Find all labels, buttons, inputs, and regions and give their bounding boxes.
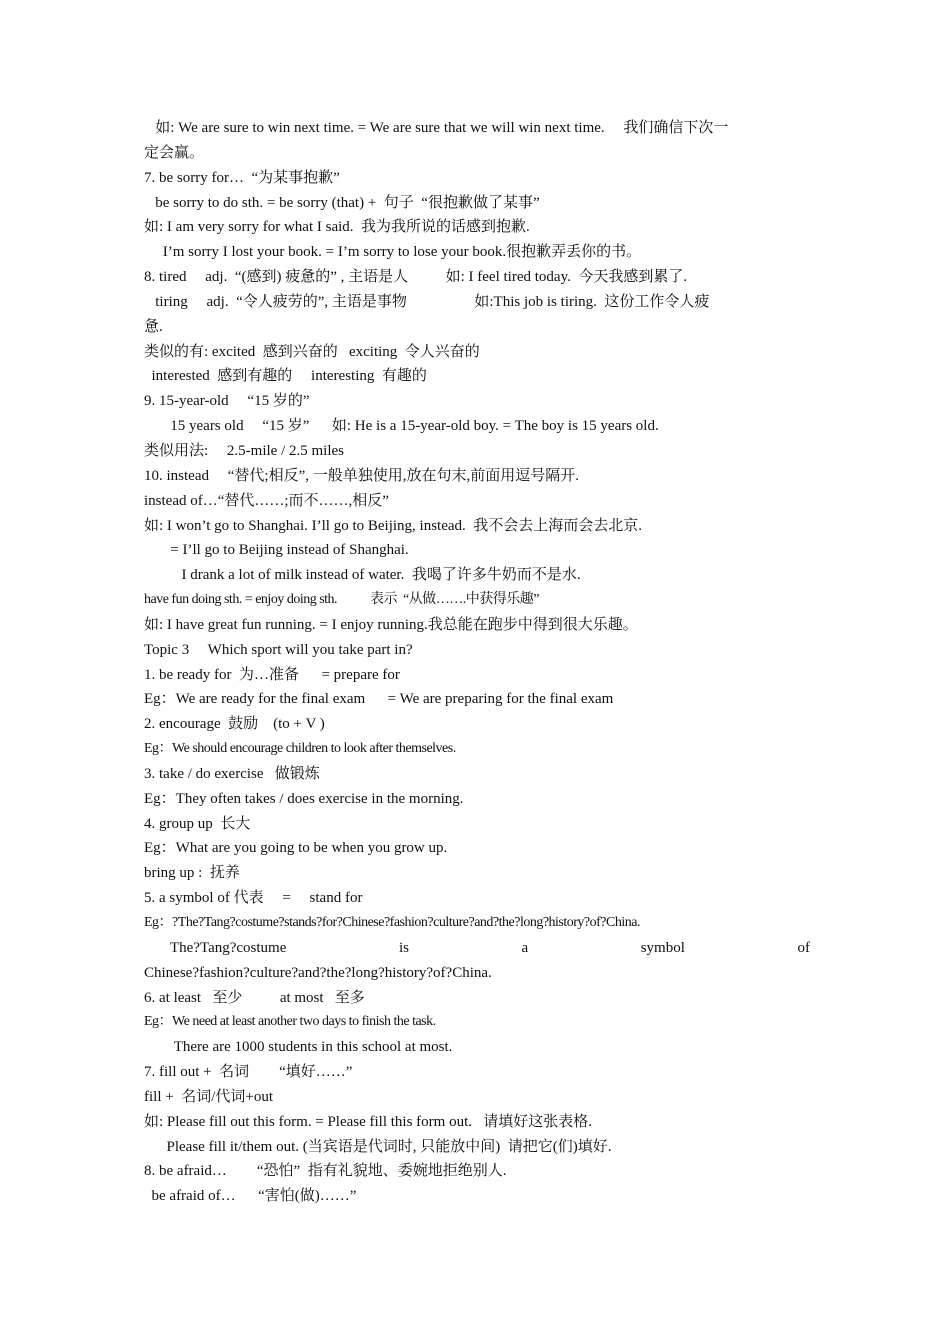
text-line: 定会赢。	[144, 144, 205, 161]
text-line: 5. a symbol of 代表 = stand for	[144, 890, 363, 907]
text-line: be sorry to do sth. = be sorry (that) + 句子 “很抱歉做了某事”	[144, 194, 540, 211]
text-line: 如: I have great fun running. = I enjoy running.我总能在跑步中得到很大乐趣。	[144, 616, 638, 633]
text-line: 如: We are sure to win next time. = We are sure that we will win next time. 我们确信下次一	[144, 120, 729, 136]
text-line: 如: I am very sorry for what I said. 我为我所说的话感到抱歉.	[144, 219, 530, 236]
word: is	[398, 939, 409, 956]
text-line: Eg：We need at least another two days to finish the task.	[144, 1014, 436, 1030]
text-line: 类似的有: excited 感到兴奋的 exciting 令人兴奋的	[144, 343, 480, 360]
text-line: 4. group up 长大	[144, 815, 251, 832]
text-line: instead of…“替代……;而不……,相反”	[144, 492, 389, 509]
text-line: 10. instead “替代;相反”, 一般单独使用,放在句末,前面用逗号隔开.	[144, 467, 579, 484]
text-line: have fun doing sth. = enjoy doing sth. 表示 “从做…….中获得乐趣”	[144, 592, 539, 608]
text-line: 类似用法: 2.5-mile / 2.5 miles	[144, 442, 344, 459]
text-line: 惫.	[144, 318, 163, 335]
text-line: Eg：We are ready for the final exam = We are preparing for the final exam	[144, 691, 614, 708]
text-line: 如: I won’t go to Shanghai. I’ll go to Beijing, instead. 我不会去上海而会去北京.	[144, 517, 643, 534]
text-line: Please fill it/them out. (当宾语是代词时, 只能放中间) 请把它(们)填好.	[144, 1138, 612, 1155]
text-line: 8. tired adj. “(感到) 疲惫的” , 主语是人 如: I feel tired today. 今天我感到累了.	[144, 269, 688, 286]
text-line: Eg：What are you going to be when you grow up.	[144, 840, 448, 857]
word: of	[797, 939, 810, 956]
text-line: 9. 15-year-old “15 岁的”	[144, 393, 310, 410]
text-line: 7. be sorry for… “为某事抱歉”	[144, 169, 340, 186]
text-line: = I’ll go to Beijing instead of Shanghai.	[144, 542, 409, 559]
text-line: Eg：?The?Tang?costume?stands?for?Chinese?fashion?culture?and?the?long?history?of?China.	[144, 915, 640, 930]
text-line: Chinese?fashion?culture?and?the?long?history?of?China.	[144, 964, 492, 981]
text-line: I’m sorry I lost your book. = I’m sorry to lose your book.很抱歉弄丢你的书。	[144, 244, 642, 261]
text-line: bring up : 抚养	[144, 865, 240, 882]
text-line: 3. take / do exercise 做锻炼	[144, 765, 320, 782]
text-line: 6. at least 至少 at most 至多	[144, 989, 365, 1006]
text-line: There are 1000 students in this school at most.	[144, 1039, 453, 1056]
text-line: 8. be afraid… “恐怕” 指有礼貌地、委婉地拒绝别人.	[144, 1163, 507, 1180]
text-line: tiring adj. “令人疲劳的”, 主语是事物 如:This job is tiring. 这份工作令人疲	[144, 293, 710, 310]
section-heading: Topic 3 Which sport will you take part in?	[144, 641, 413, 658]
text-line: fill + 名词/代词+out	[144, 1088, 274, 1105]
text-line: 2. encourage 鼓励 (to + V )	[144, 716, 325, 733]
document-page	[144, 116, 810, 1209]
text-line: Eg：We should encourage children to look after themselves.	[144, 741, 456, 757]
word: The?Tang?costume	[144, 939, 287, 956]
word: symbol	[640, 939, 685, 956]
text-line: interested 感到有趣的 interesting 有趣的	[144, 368, 427, 385]
text-line: I drank a lot of milk instead of water. 我喝了许多牛奶而不是水.	[144, 567, 581, 584]
text-line: 如: Please fill out this form. = Please fill this form out. 请填好这张表格.	[144, 1113, 593, 1130]
text-line: be afraid of… “害怕(做)……”	[144, 1188, 357, 1205]
text-line: 15 years old “15 岁” 如: He is a 15-year-old boy. = The boy is 15 years old.	[144, 418, 659, 435]
text-line: 7. fill out + 名词 “填好……”	[144, 1064, 353, 1081]
justified-text-line	[144, 936, 810, 961]
text-line: Eg：They often takes / does exercise in the morning.	[144, 790, 464, 807]
word: a	[521, 939, 529, 956]
text-line: 1. be ready for 为…准备 = prepare for	[144, 666, 400, 683]
